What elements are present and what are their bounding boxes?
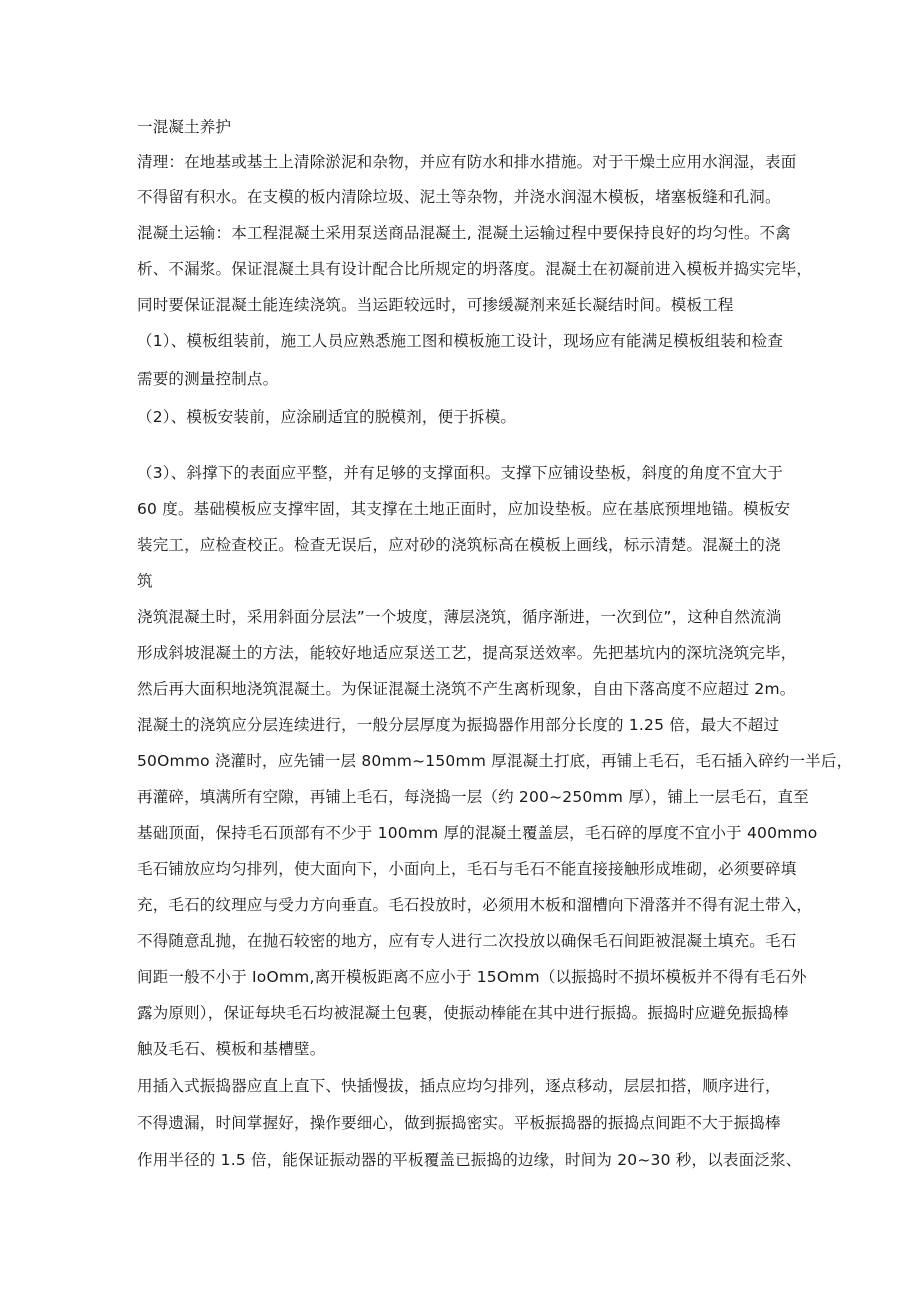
text-line: 清理：在地基或基土上清除淤泥和杂物，并应有防水和排水措施。对于干燥土应用水润湿，表面 xyxy=(137,153,797,171)
text-line: （3）、斜撑下的表面应平整，并有足够的支撑面积。支撑下应铺设垫板，斜度的角度不宜大于 xyxy=(137,464,784,482)
text-line: 筑 xyxy=(137,572,153,590)
text-line: 不得遗漏，时间掌握好，操作要细心，做到振捣密实。平板振捣器的振捣点间距不大于振捣棒 xyxy=(137,1114,781,1132)
text-line: 用插入式振捣器应直上直下、快插慢拔，插点应均匀排列，逐点移动，层层扣搭，顺序进行， xyxy=(137,1077,781,1095)
text-line: 混凝土的浇筑应分层连续进行，一般分层厚度为振捣器作用部分长度的 1.25 倍，最大不超过 xyxy=(137,716,780,734)
text-line: 析、不漏浆。保证混凝土具有设计配合比所规定的坍落度。混凝土在初凝前进入模板并捣实完毕， xyxy=(137,260,813,278)
text-line: 露为原则），保证每块毛石均被混凝土包裹，使振动棒能在其中进行振捣。振捣时应避免振捣棒 xyxy=(137,1004,789,1022)
section-heading: 一混凝土养护 xyxy=(137,118,232,136)
text-line: 间距一般不小于 IoOmm,离开模板距离不应小于 15Omm（以振捣时不损坏模板并不得有毛石外 xyxy=(137,968,807,986)
text-line: 再灌碎，填满所有空隙，再铺上毛石，每浇捣一层（约 200~250mm 厚），铺上一层毛石，直至 xyxy=(137,788,809,806)
text-line: 触及毛石、模板和基槽壁。 xyxy=(137,1040,326,1058)
text-line: 不得留有积水。在支模的板内清除垃圾、泥土等杂物，并浇水润湿木模板，堵塞板缝和孔洞。 xyxy=(137,188,781,206)
text-line: 同时要保证混凝土能连续浇筑。当运距较远时，可掺缓凝剂来延长凝结时间。模板工程 xyxy=(137,296,734,314)
text-line: （2）、模板安装前，应涂刷适宜的脱模剂，便于拆模。 xyxy=(137,408,517,426)
text-line: 作用半径的 1.5 倍，能保证振动器的平板覆盖已振捣的边缘，时间为 20~30 秒，以表面泛浆、 xyxy=(137,1151,802,1169)
text-line: 形成斜坡混凝土的方法，能较好地适应泵送工艺，提高泵送效率。先把基坑内的深坑浇筑完毕， xyxy=(137,644,797,662)
text-line: 充，毛石的纹理应与受力方向垂直。毛石投放时，必须用木板和溜槽向下滑落并不得有泥土带入， xyxy=(137,896,813,914)
text-line: 然后再大面积地浇筑混凝土。为保证混凝土浇筑不产生离析现象，自由下落高度不应超过 2m。 xyxy=(137,680,796,698)
text-line: 50Ommo 浇灌时，应先铺一层 80mm~150mm 厚混凝土打底，再铺上毛石，毛石插入碎约一半后， xyxy=(137,752,853,770)
text-line: （1）、模板组装前，施工人员应熟悉施工图和模板施工设计，现场应有能满足模板组装和检查 xyxy=(137,332,784,350)
text-line: 需要的测量控制点。 xyxy=(137,370,279,388)
text-line: 混凝土运输：本工程混凝土采用泵送商品混凝土, 混凝土运输过程中要保持良好的均匀性。不禽 xyxy=(137,224,791,242)
text-line: 毛石铺放应均匀排列，使大面向下，小面向上，毛石与毛石不能直接接触形成堆砌，必须要碎填 xyxy=(137,860,797,878)
text-line: 装完工，应检查校正。检查无误后，应对砂的浇筑标高在模板上画线，标示清楚。混凝土的浇 xyxy=(137,536,781,554)
text-line: 60 度。基础模板应支撑牢固，其支撑在土地正面时，应加设垫板。应在基底预埋地锚。模板安 xyxy=(137,500,791,518)
text-line: 浇筑混凝土时，采用斜面分层法”一个坡度，薄层浇筑，循序渐进，一次到位”，这种自然流淌 xyxy=(137,608,782,626)
text-line: 不得随意乱抛，在抛石较密的地方，应有专人进行二次投放以确保毛石间距被混凝土填充。毛石 xyxy=(137,932,797,950)
text-line: 基础顶面，保持毛石顶部有不少于 100mm 厚的混凝土覆盖层，毛石碎的厚度不宜小于 400mmo xyxy=(137,824,818,842)
